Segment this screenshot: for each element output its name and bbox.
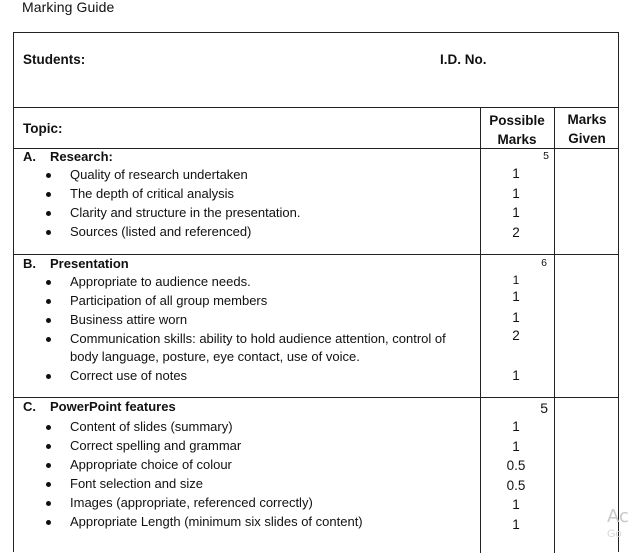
row-divider (14, 397, 618, 398)
section-name: Research: (50, 149, 113, 164)
item-mark: 0.5 (506, 458, 526, 473)
possible-marks-header-line: Marks (497, 132, 537, 147)
possible-marks-header-line: Possible (489, 113, 545, 128)
bullet-icon (46, 192, 51, 197)
list-item (14, 330, 480, 366)
column-divider (554, 107, 555, 553)
bullet-icon (46, 444, 51, 449)
item-mark: 2 (512, 225, 520, 240)
row-divider (14, 107, 618, 108)
marks-given-header-line: Given (568, 131, 606, 146)
bullet-icon (46, 520, 51, 525)
item-mark: 1 (512, 273, 520, 287)
item-mark: 2 (512, 328, 520, 343)
item-mark: 1 (512, 289, 520, 304)
marks-given-header-line: Marks (567, 112, 607, 127)
item-text: Correct spelling and grammar (70, 438, 242, 453)
item-text: Correct use of notes (70, 368, 188, 383)
item-mark: 1 (512, 166, 520, 181)
item-mark: 1 (512, 186, 520, 201)
section-letter: A. (23, 149, 36, 164)
bullet-icon (46, 173, 51, 178)
item-text: Appropriate choice of colour (70, 457, 232, 472)
item-text: Clarity and structure in the presentation. (70, 205, 301, 220)
bullet-icon (46, 463, 51, 468)
item-text: The depth of critical analysis (70, 186, 235, 201)
watermark-text: Go (607, 528, 622, 540)
item-mark: 1 (512, 439, 520, 454)
item-text: Images (appropriate, referenced correctly) (70, 495, 313, 510)
row-divider (14, 254, 618, 255)
section-total: 5 (540, 400, 548, 416)
item-text: Appropriate to audience needs. (70, 274, 251, 289)
bullet-icon (46, 211, 51, 216)
bullet-icon (46, 425, 51, 430)
bullet-icon (46, 482, 51, 487)
item-mark: 1 (512, 368, 520, 383)
item-text: Business attire worn (70, 312, 188, 327)
bullet-icon (46, 280, 51, 285)
students-label: Students: (23, 52, 86, 67)
item-mark: 1 (512, 205, 520, 220)
item-text: Appropriate Length (minimum six slides of content) (70, 514, 363, 529)
document-title: Marking Guide (22, 0, 115, 15)
marking-table (13, 32, 619, 552)
item-mark: 1 (512, 310, 520, 325)
section-total: 6 (541, 257, 547, 269)
bullet-icon (46, 230, 51, 235)
item-mark: 1 (512, 497, 520, 512)
item-mark: 0.5 (506, 478, 526, 493)
bullet-icon (46, 318, 51, 323)
item-mark: 1 (512, 517, 520, 532)
id-number-label: I.D. No. (440, 52, 487, 67)
bullet-icon (46, 501, 51, 506)
section-letter: C. (23, 399, 36, 414)
item-text: Quality of research undertaken (70, 167, 248, 182)
item-text: Participation of all group members (70, 293, 268, 308)
bullet-icon (46, 299, 51, 304)
possible-marks-header (480, 111, 554, 149)
item-text: Font selection and size (70, 476, 203, 491)
item-text: Content of slides (summary) (70, 419, 233, 434)
item-text: Communication skills: ability to hold audience attention, control of body language, posture, eye contact, use of voice. (70, 331, 446, 364)
section-total: 5 (543, 150, 549, 162)
section-name: Presentation (50, 256, 129, 271)
watermark-text: Ac (607, 506, 629, 527)
column-divider (480, 107, 481, 553)
section-letter: B. (23, 256, 36, 271)
item-text: Sources (listed and referenced) (70, 224, 252, 239)
item-mark: 1 (512, 419, 520, 434)
bullet-icon (46, 337, 51, 342)
topic-label: Topic: (23, 121, 63, 136)
marks-given-header (554, 110, 620, 148)
bullet-icon (46, 374, 51, 379)
section-name: PowerPoint features (50, 399, 176, 414)
